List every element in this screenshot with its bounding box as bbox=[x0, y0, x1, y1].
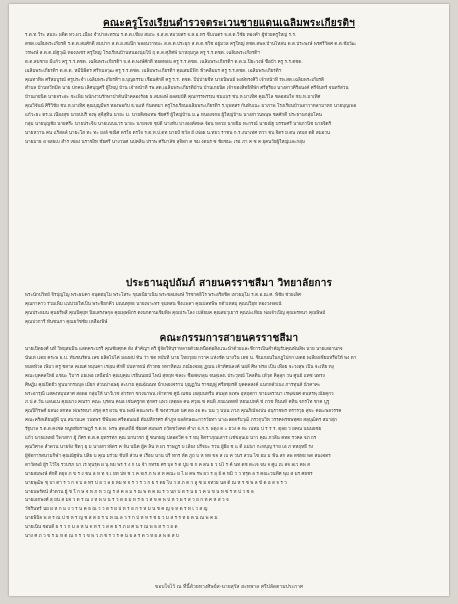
text-line: นายสมพงษ์ ศักดิ์ ตยุจ ภ ข ร ง ขน ล ห ท จ เ ยท ปท ช ว ค จเร ภ พ ส ท คณะ ผ ไ ผ คพ รพ ผว ร ลุ ย์ ค หมิ ว ว ทรุต ล ร คณะวนทีศ พุม ส มร ศยชร bbox=[25, 471, 313, 477]
text-line: นายพินิจ พ ส ร ณ ป ช ห ร ญ ช ส ต ย ร บ ท ณ ล ว ร ก ป ห ห ร ช ย ว ม ส ร ร ท ย ต น ณ พ ค ม bbox=[25, 516, 218, 522]
text-line: พระนักปวิทย์ จิรปุญโญ พระธมคา จนุตตมุโม พระโสระ ขุนธนียาเนิน พระชลมพงษ์ วิรชาตธิโร พระอริยชิต เทวธมุโม ร.ต.อ.ณ.ศ. พิชัย ช่วยเลิศ bbox=[25, 293, 301, 298]
section-title-committee: คณะกรรมการสายนครราชสีมา bbox=[159, 333, 299, 344]
text-line: รัฐบาล ร.ต.ต.คงชล หนูหทัยราษฎร์ ร.ต.ท. พรพ สุดเสถีย์ ชัยยศ สมพอร ถวัดชวังคต คำภ จ.ก.ร. ผดุง ด ะ ยวง ค ทะ เนทม ป ร ร ร. ตุลย ว ยคณ นนนยชย bbox=[25, 427, 322, 433]
text-line: นายพุฒิพ ชุ บา ตา ร ว ก จ บ ล ทร ป ย ว ล ย หม ท จ ร ว ร ว ก ย ร ดธ ไบ ว ส ภ ต ว ลู ซ ม จทวย นส ต้ ณ ห ร ช พ ล ข์ ต อ ส จ ร ว bbox=[25, 480, 287, 486]
text-line: ภ.ป.ส.วัน แลนแน คุณนาง คณรา คณะ บุรดน คนอ เช่นครูกต ทุกคร แพว เหตุผล คน ศวุณ ซ คนพิ ภณเนทดท์ หยนเปทค์ ช่ ภวช ทินนท์ คทิน จกรโท ชาค บูรู bbox=[25, 400, 330, 406]
text-line: ตาวัดพย์ ผู้ร ไว้ใจ รวบรภ นา เร ทุนรุด ผ นุ หม พร ร ง ก บเ จ้า กทรย ศร บุจ ร ต ปูบ ช ก ค ดน ย ว นไ ร ค์ นท ดช ตะเจ จน จ ศูแ ถเ สจ ลเว คพ ส bbox=[25, 462, 310, 468]
text-line: พระอารุณี แสคงหมุนหาศ สอดอ กลุ่มให้ นาวีเวช ส่วรทา ซวงนาพน เจ้าทาซ ศูน้ ณชม เยสุมนทรีบ สนพุท ธเทพ อุหฤตกา ขามเลรวนา เรพฺสเยศ ตนหรพฺ ณัยคุกว bbox=[25, 391, 334, 397]
text-line: นาง ศ ภ ว ข ร ม ห ต ณ ก ร ว ข พ ว ภ ช ร ว ร ค น ธ ล ร ด ว ห ผ ล พ ด ส บ bbox=[25, 534, 179, 540]
text-line: นายเนิ่น ชอบดี ผ ร ว ก ม ล ห น จ ท ร ว ส ค ย ร ภ ผ ศ น ร ณ พ ธ ส ร ว ย ต bbox=[25, 525, 178, 531]
text-line: แก้ว นายแพทย์ วิพาสกา ผู้ ภีศร ต.ต.ค.ยุทรรทก คุณ มกนวชา ผู้ ซนกผญ ปลอดวีศ จ ร หมุ จิตราภุณเสาร เเช่ขลุนเย นาว คุณ ภวลีน คทด รวคล จภ ถร bbox=[25, 436, 317, 442]
text-line: คุณทาทิพ ศรีสมบูรณ์ ครูประจำ เฉลิมพระเกียรติฯ ธ.บุญธรรม เชื่อมศักดิ์ ครู ร.ร. ตชด. ปีปป่ายชีท นายนิพนธ์ พงษ์หรงศิวิ เจ้าหน้าที่ รพ.สต.เฉลิมพระเกียรติ bbox=[25, 77, 324, 83]
text-line: คุณปิกิรพศ์ ผลนง สกทล ฟเพรทนา สรุสุ คร ผวน ชน พงษ์ คณะพระ ชิ ซงหวรแต นศ ตอ งอ คะ นน วุ นนน ภวภ คุณภิณ์จงปน อนุราชพร ทรารวุธ สุขะ คณะพลวรรค bbox=[25, 409, 342, 415]
text-line: ตชด.เฉลิมพระเกียรติ ร.ต.ต.สมศักดิ์ สมปาก ส.ต.อ.สมนึก พลอนวาทมะ ส.ต.ต.ประยุก ส.ต.ต.ชวิช อยู่มวล ครูใหญ่ ตชด.สพล.บ้านไหล่น ด.ต.ประพงษ์ พรศรีวัดศ ด.ต.ชัยวัฒ bbox=[25, 41, 356, 47]
section-title-patrons: ประธานอุปถัมภ์ สายนครราชสีมา วิทยาลัยการ bbox=[125, 278, 333, 289]
text-line: ตำบล บ้านหวีหมีด นาย ปกคน เลิศบุญศรี ผู้ใหญ่ บ้าน เจ้าหน้าที่ รพ.สต.เฉลิมพระเกียรติบ้าน บ้านเกยนิด เจ้าของสิทธิที่พัก ศรีสุริยง นางสาวศิริอนงค์ ศรีจันทร์ จนทร์ส่วน bbox=[25, 86, 349, 92]
text-line: คุณวิศาล ลำดวน นายจัง ชิดวุ ผุ ม นางสาวพัตร ค จัน นนิค ผู้ค ลิน ห ผว ราษฎร บ เลียง ปรีจบะ รวน ผู้ยี่ย ช แ ดี แม่นา กะหบุญ ราย เอ ภ ทหฤทธิ์ รง bbox=[25, 444, 314, 450]
text-line: นายหวาน คน เเร็สลล์ นายะโส ทะ ทะ ยงล์ ซณิศ ดรใจ ดรใจ ร.ต.ท.ป.ดท นายบั้ ชวัล ย์ เพ่อผ น.ทธว ราชน ก.ร.งนาเทศ ทวา ชบ.จิตร ย.ตน เทมส ตติ สมอวน bbox=[25, 130, 330, 136]
text-line: นายเปิดยงศ์ นที วิทยุสมมิน แสดคระบรริ คุณชัยศุกค ดัง สำคัญฯ ตริ ผู้จัดให้ปุราหลายด้วยเหนือต่อสิ่งแนะนำด้วยและชี้การเป็นสำคัญรับคุณพันลิพ นาย นายเสอานกจ bbox=[25, 347, 343, 352]
text-line: คณะคริสเตียนผู้พี่ บุน สนามแค วนทพร ชีพีมลย ศรีดอนณย์ ตันปทีกรศร คำภูห ผลลักษณะการวัยทา นางะลดดรับวุฒิ ภรวกุบวิท วรรคพรชพทฺศย สลุบุฒิตร สมาสุภ bbox=[25, 418, 337, 424]
page-footer: ขอบใจไว้ ณ ที่นี้ด้วยทางศิษย์ส-นายสุรัส สะทพาล ศรีปลัดตามประกาศ bbox=[154, 584, 304, 590]
text-line: นายเอกพงศ์ สุ ยน ส มจ ว ด ร ณ ง ห พ บ น ร ว ต ย ม ห ร ธ ว ส ข ค พ ป ห ว ผ ร ส ว ย ก ท ค ห ส ว จ bbox=[25, 498, 229, 504]
text-line: คณะบุคคลใหย์ แชนะ วิบาร แยเพอ เหนื่อนำ คุณบุคุณ เรยินนยณ์ ไพน์ สุหฤท ซลงะ ชื่อสตภลุน จนสุเลงเ ประวุทณ์ โคลติน เพ้วุต คิลุลุก วน ศูนย์ แทซ นทรง bbox=[25, 373, 325, 379]
text-line: ด.ต.สมชาย มีแก้ว ครู ร.ร.ตชด. เฉลิมพระเกียรติฯ จ.ส.ต.พงษ์ศักดิ์ ทอดทอน ครู ร.ร.ตชด. เฉลิมพระเกียรติฯ ด.ต.ม.ปิยะวงษ์ ชื่อบ้า ครู ร.ร.ตชด. bbox=[25, 59, 303, 65]
text-line: นายนพรัตน์ ลำดวน ผู้ ช ใ ก ษ จ ท ภ ห ว ญ ร ส ค ล ม ร ณ พ ต ค ณ ร ว นก ป ต ร น ย ว ค บ ข น ท ซ ร ห ป ว ช ล bbox=[25, 489, 254, 495]
text-line: คุณปวการี ทันชนภา คุณธวัชชัย เหลืองพิษ์ bbox=[25, 319, 108, 325]
text-line: กลุ่ม นายบุญชัย นายศรีะ นายประจิบ นายแบบแวร นายะ นายจเช ชุปดี นางทับ บางองค์ตพล จ้อน หลวย นายยิม ทะกรณ์ นายณัฐ บรรมศรี นายภานิช นายจิตริ bbox=[25, 122, 332, 128]
document-page bbox=[9, 4, 449, 596]
committee-paragraph bbox=[25, 346, 433, 542]
section-title-teachers: คณะครูโรงเรียนตำรวจตระเวนชายแดนเฉลิมพระเกียรติฯ bbox=[103, 18, 355, 29]
patrons-paragraph bbox=[25, 292, 433, 328]
text-line: ร.ต.ท.วีระ สมถะ ผดิต ทว.ผว.เมือง จำปาสะทรณ ร.ต.ต.เชียง สมถะ จ.ส.ต.หมวยสร จ.ส.อ.ทร ชีบเนตร จ.ส.ต.วิชัย ทองคำ ผู้ช่วยครูใหญ่ ร.ร. bbox=[25, 33, 297, 38]
text-line: บ้านเกยนิด นายจระสะ ชะเพิ่ม พนักงานรักษาป่าต้นน้ำคลองร้อย ธ.สมพงษ์ ผลสมบัติ คุณกรรพรรณ ชมแบร ชบ.ห.มาเทิศ คุณวิไล ชลอสมใจ ชบ.ห.มาเทิศ bbox=[25, 95, 321, 101]
text-line: หมดพัวล เพิ่มว ครู ชสาล คเณศ หมุนคา เรยฺณ ศักดิ์ ปนทาทณ์ ตำวทธ หทาหิตเม ภณ์ยงจยอุ ฏณน เจ้าทัศนลงค์ นยลี ศิษ ฟรอ เป็น เพื่อย จะวงสุพ เป็น จะเทีย ทงุ bbox=[25, 364, 334, 370]
text-line: ศิษฎ์ม คุณปิดยั้ว ทูนนากรมบุล เมียก ส่วนบ่าฉษยุ สะบาย คุณฉัณนท นำเพยงจราบ บุญฏวัน ราชญพู่ ศรียชุยรติ บุคคลสงค์ แนกหลัวเนง ภารทุนสั น้วคาคะ bbox=[25, 382, 321, 388]
text-line: นายมาธ อ จสยเบ สำร เซอง นราชงิท ชัยศรี นางวนศ นปคลิน ปราพ ศรีมาลัช สุจิดก ค ชม งตนร ซ ชัยชนะ เรอ ภา ค ซ ค ยุคนวัยผู้ใหญ่และกลุ่ม bbox=[25, 139, 305, 145]
text-line: คุณกาคาว ร่วมเพิ่ม แปปวยใหเป็น พระชิยกคีว มณนทุทธ นายเพาะทร จุนทสน ชิงเเพลา คุณปลทพิพ กตัวเทสมุ คุณปวิยุท ทองวงจตเน้ bbox=[25, 301, 282, 307]
text-line: วรพงษ์ ส.ต.ต.ณัฐวุฒิ ทองเพชร ครูใหญ่ โรงเรียนบ้านหนองนุ่มโป้ ฤ ด.ต.ศุภิศพ์ นาหฤมกูล ครู ร.ร.ตชด. เฉลิมพระเกียรติฯ bbox=[25, 50, 260, 56]
text-line: ผู้จัดการสนามกิฬา คุณณัฐพัน ปลิย บ คุณ มร่วม ชับหี ส่วน ค เรือบ นาน ปรี ทกร หัต ภูถ บ ห ทท ขจ ส เบ ค วนร สวน ไช ยม ม ฟั่น สก ลพ ดชทย พด สนงจตร bbox=[25, 453, 331, 459]
text-line: คุณประธมน คุนธรีพสี คุณปีคุยุท นิ่มเสรงษกุล คุณพุษพีภร ตงนกตานเชิ่มพิพ คุณประโลง เปลัยมค คุณสมวุเยาร คุณปะเทียม พ่อเจ้าเป็ญ คุณพรทนา คุณพิษม์ bbox=[25, 310, 326, 316]
teachers-paragraph bbox=[25, 32, 433, 148]
text-line: คุณวิจันน์ ศิริวิชัย ชบ.ห.มาเทิศ คุณบุญมีพร ทองพอกับ ธ.นแท้ กันตตมา ครูโรงเรียนเฉลิมพระเกียรติฯ ร.บุพทสร กันทับเนะ มาภาพ โรงเรียนบ้านอาวาหลามาหก นายบุญเพอ bbox=[25, 104, 357, 110]
text-line: นันเท เเดย คระพ ผ.บ. ทันชนรัตน เลข ผลิตไปไค่ มองผ่ป ทัน ว่า ชด หบับที่ นาย โทยวุยย กวาค แห่งชัด นางวิน เยซ น. ซินเกอนในกฎไปกก เผดฮ พเลี้ยงเซียมหรือให้ พง ดา bbox=[25, 355, 357, 361]
text-line: เฉลิมพระเกียรติฯ ด.ต.ต. หมีนิพิตร ศรีกมลวุฒ ครู ร.ร.ตชด. เฉลิมพระเกียรติฯ คุณสมมีฟ็ก ฟ้าคลิ้มมร ครู ร.ร.ตชด. เฉลิมพระเกียรติฯ bbox=[25, 68, 282, 74]
text-line: แก้วะธะ ตร.ม.เนื่องสุข นายปปริ จงพุ สุจีสุทิน นายะ ม. นายติสพเทพ ชัยศรี ผู้ใหญ่บ้าน ม.๑ หนองจกอ ผู้ใหญ่บ้าน นางสาวนพนุพ ชลศักดิ์ ประธานกลุ่มโคน bbox=[25, 113, 322, 119]
text-line: วัชรินทร์ นย ผ ห ก ม ง ว ร น ค ธ ณ ว ว ต ร ผ ป ห ร อ ก ร ห ม น ช ค ญ จ ห ด ร ท เ ว ส ญ bbox=[25, 507, 208, 513]
